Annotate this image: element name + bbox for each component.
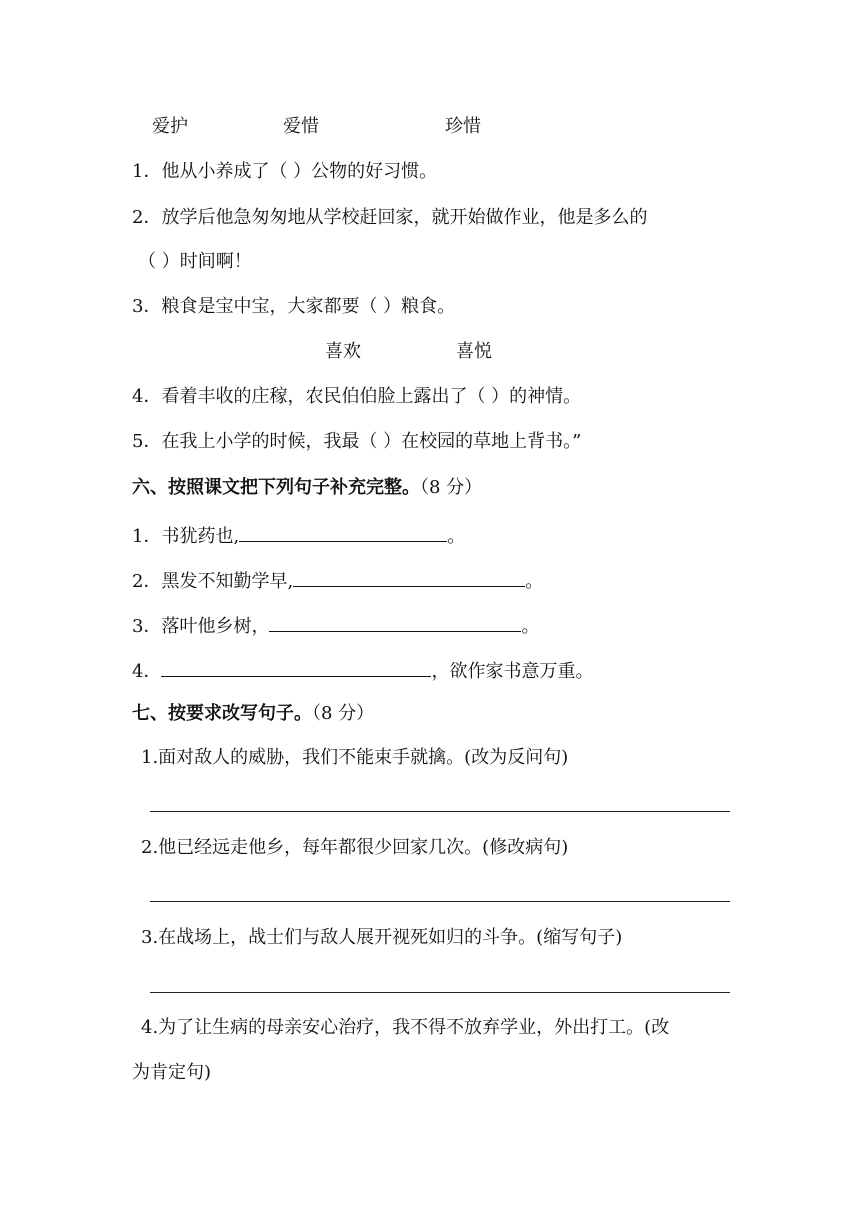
word-option-1: 爱护 [152,116,188,137]
question-2-line-2: （ ）时间啊！ [138,251,252,272]
question-4: 4．看着丰收的庄稼，农民伯伯脸上露出了（ ）的神情。 [132,386,582,407]
rewrite-item-4-continued: 为肯定句) [132,1062,212,1083]
section-6-title: 六、按照课文把下列句子补充完整。 [132,477,420,498]
section-7-title: 七、按要求改写句子。 [132,703,312,724]
section-7-score: （8 分） [312,703,375,724]
fill-blank-3[interactable] [269,611,521,632]
fill-item-1-text: 1．书犹药也, [132,526,240,547]
fill-item-3 [132,611,539,639]
rewrite-item-2: 2.他已经远走他乡，每年都很少回家几次。(修改病句) [141,837,569,858]
question-5: 5．在我上小学的时候，我最（ ）在校园的草地上背书。” [132,431,582,452]
answer-line-1[interactable] [150,811,730,812]
fill-item-2-text: 2．黑发不知勤学早, [132,571,294,592]
fill-item-2-end: 。 [525,571,544,592]
question-3: 3．粮食是宝中宝，大家都要（ ）粮食。 [132,296,456,317]
rewrite-item-1: 1.面对敌人的威胁，我们不能束手就擒。(改为反问句) [141,747,569,768]
fill-blank-4[interactable] [161,656,431,677]
section-6-score: （8 分） [420,477,483,498]
answer-line-2[interactable] [150,901,730,902]
fill-blank-1[interactable] [239,521,447,542]
fill-item-3-text: 3．落叶他乡树， [132,616,270,637]
word-option-3: 珍惜 [445,116,481,137]
fill-item-1-end: 。 [447,526,466,547]
section-6-heading [132,476,482,500]
question-1: 1．他从小养成了（ ）公物的好习惯。 [132,161,438,182]
fill-blank-2[interactable] [293,566,525,587]
rewrite-item-3: 3.在战场上，战士们与敌人展开视死如归的斗争。(缩写句子) [141,927,623,948]
word-option-2: 爱惜 [283,116,319,137]
word-option-5: 喜悦 [456,341,492,362]
fill-item-4-text: 4． [132,661,162,682]
section-7-heading [132,702,374,726]
rewrite-item-4: 4.为了让生病的母亲安心治疗，我不得不放弃学业，外出打工。(改 [141,1017,670,1038]
fill-item-4 [132,656,593,684]
word-option-4: 喜欢 [325,341,361,362]
fill-item-3-end: 。 [521,616,540,637]
fill-item-4-end: ，欲作家书意万重。 [431,661,594,682]
fill-item-1 [132,521,465,549]
answer-line-3[interactable] [150,992,730,993]
fill-item-2 [132,566,543,594]
question-2-line-1: 2．放学后他急匆匆地从学校赶回家，就开始做作业，他是多么的 [132,207,648,228]
